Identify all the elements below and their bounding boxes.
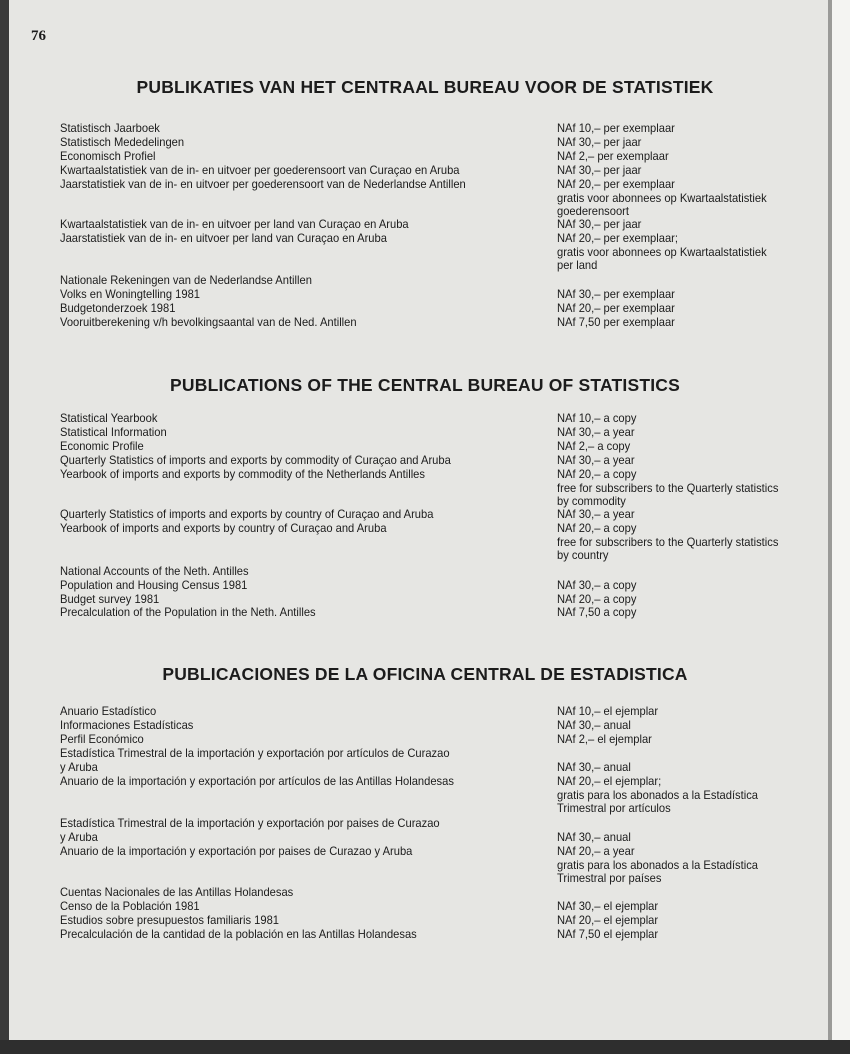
publication-title: Anuario Estadístico [60, 704, 157, 718]
publication-title: Quarterly Statistics of imports and exports by commodity of Curaçao and Aruba [60, 453, 451, 467]
publication-price: NAf 20,– per exemplaar [557, 301, 675, 315]
publication-price: NAf 2,– a copy [557, 439, 631, 453]
publication-price: by commodity [557, 494, 626, 508]
publication-price: NAf 30,– a copy [557, 578, 637, 592]
publication-title: Precalculation of the Population in the Neth. Antilles [60, 605, 316, 619]
publication-title: Estudios sobre presupuestos familiaris 1981 [60, 913, 279, 927]
publication-price: NAf 30,– anual [557, 830, 631, 844]
publication-title: Yearbook of imports and exports by country of Curaçao and Aruba [60, 521, 387, 535]
publication-price: NAf 10,– a copy [557, 411, 637, 425]
publication-price: NAf 30,– el ejemplar [557, 899, 659, 913]
publication-price: NAf 30,– per jaar [557, 217, 642, 231]
publication-title: Statistical Yearbook [60, 411, 158, 425]
publication-price: NAf 20,– el ejemplar; [557, 774, 662, 788]
publication-price: NAf 30,– anual [557, 718, 631, 732]
publication-title: Nationale Rekeningen van de Nederlandse Antillen [60, 273, 312, 287]
publication-title: Quarterly Statistics of imports and exports by country of Curaçao and Aruba [60, 507, 434, 521]
publication-title: Perfil Económico [60, 732, 144, 746]
publication-title: Anuario de la importación y exportación por paises de Curazao y Aruba [60, 844, 413, 858]
publication-price: NAf 10,– per exemplaar [557, 121, 675, 135]
section-title: PUBLIKATIES VAN HET CENTRAAL BUREAU VOOR DE STATISTIEK [136, 77, 714, 97]
publication-price: NAf 20,– a copy [557, 592, 637, 606]
publication-price: gratis para los abonados a la Estadística [557, 788, 759, 802]
publication-title: Vooruitberekening v/h bevolkingsaantal van de Ned. Antillen [60, 315, 357, 329]
publication-price: NAf 20,– per exemplaar; [557, 231, 678, 245]
publication-title: Censo de la Población 1981 [60, 899, 200, 913]
publication-price: NAf 30,– a year [557, 453, 635, 467]
publication-price: free for subscribers to the Quarterly statistics [557, 481, 779, 495]
publication-title: Budget survey 1981 [60, 592, 160, 606]
publication-price: NAf 30,– per jaar [557, 163, 642, 177]
publication-price: by country [557, 548, 609, 562]
publication-title: Kwartaalstatistiek van de in- en uitvoer per goederensoort van Curaçao en Aruba [60, 163, 460, 177]
publication-price: per land [557, 258, 598, 272]
publication-title: Statistical Information [60, 425, 167, 439]
publication-price: gratis voor abonnees op Kwartaalstatistiek [557, 191, 767, 205]
publication-price: NAf 7,50 el ejemplar [557, 927, 659, 941]
publication-title: Economic Profile [60, 439, 144, 453]
publication-price: NAf 7,50 a copy [557, 605, 637, 619]
publication-price: NAf 20,– a copy [557, 467, 637, 481]
publication-price: NAf 2,– per exemplaar [557, 149, 669, 163]
publication-title: Yearbook of imports and exports by commodity of the Netherlands Antilles [60, 467, 425, 481]
publication-price: NAf 20,– per exemplaar [557, 177, 675, 191]
publication-price: NAf 20,– a copy [557, 521, 637, 535]
publication-price: NAf 30,– per exemplaar [557, 287, 675, 301]
publication-price: gratis para los abonados a la Estadística [557, 858, 759, 872]
publication-title: Kwartaalstatistiek van de in- en uitvoer per land van Curaçao en Aruba [60, 217, 409, 231]
publication-title: Budgetonderzoek 1981 [60, 301, 176, 315]
publication-price: NAf 20,– a year [557, 844, 635, 858]
publication-price: gratis voor abonnees op Kwartaalstatistiek [557, 245, 767, 259]
section-title: PUBLICACIONES DE LA OFICINA CENTRAL DE ESTADISTICA [162, 664, 688, 684]
scan-binding-edge [0, 0, 9, 1054]
publication-title: y Aruba [60, 760, 98, 774]
publication-price: NAf 7,50 per exemplaar [557, 315, 675, 329]
publication-title: Cuentas Nacionales de las Antillas Holandesas [60, 885, 294, 899]
publication-title: Precalculación de la cantidad de la población en las Antillas Holandesas [60, 927, 417, 941]
publication-title: Jaarstatistiek van de in- en uitvoer per land van Curaçao en Aruba [60, 231, 387, 245]
publication-title: y Aruba [60, 830, 98, 844]
scan-bottom-edge [0, 1040, 850, 1054]
publication-price: NAf 20,– el ejemplar [557, 913, 659, 927]
publication-price: NAf 30,– a year [557, 507, 635, 521]
publication-title: National Accounts of the Neth. Antilles [60, 564, 249, 578]
publication-title: Informaciones Estadísticas [60, 718, 194, 732]
publication-price: NAf 30,– anual [557, 760, 631, 774]
publication-title: Statistisch Jaarboek [60, 121, 160, 135]
section-title: PUBLICATIONS OF THE CENTRAL BUREAU OF STATISTICS [170, 375, 680, 395]
next-page-margin [832, 0, 850, 1054]
publication-title: Economisch Profiel [60, 149, 156, 163]
publication-title: Volks en Woningtelling 1981 [60, 287, 201, 301]
publication-price: NAf 30,– per jaar [557, 135, 642, 149]
publication-title: Anuario de la importación y exportación por artículos de las Antillas Holandesas [60, 774, 454, 788]
publication-title: Statistisch Mededelingen [60, 135, 185, 149]
publication-price: goederensoort [557, 204, 629, 218]
publication-title: Estadística Trimestral de la importación y exportación por artículos de Curazao [60, 746, 450, 760]
publication-title: Estadística Trimestral de la importación y exportación por paises de Curazao [60, 816, 440, 830]
publication-title: Population and Housing Census 1981 [60, 578, 248, 592]
publication-price: NAf 30,– a year [557, 425, 635, 439]
page-number: 76 [31, 28, 46, 44]
publication-price: Trimestral por países [557, 871, 662, 885]
publication-price: NAf 10,– el ejemplar [557, 704, 659, 718]
publication-price: NAf 2,– el ejemplar [557, 732, 652, 746]
publication-price: free for subscribers to the Quarterly statistics [557, 535, 779, 549]
publication-price: Trimestral por artículos [557, 801, 671, 815]
publication-title: Jaarstatistiek van de in- en uitvoer per goederensoort van de Nederlandse Antillen [60, 177, 466, 191]
